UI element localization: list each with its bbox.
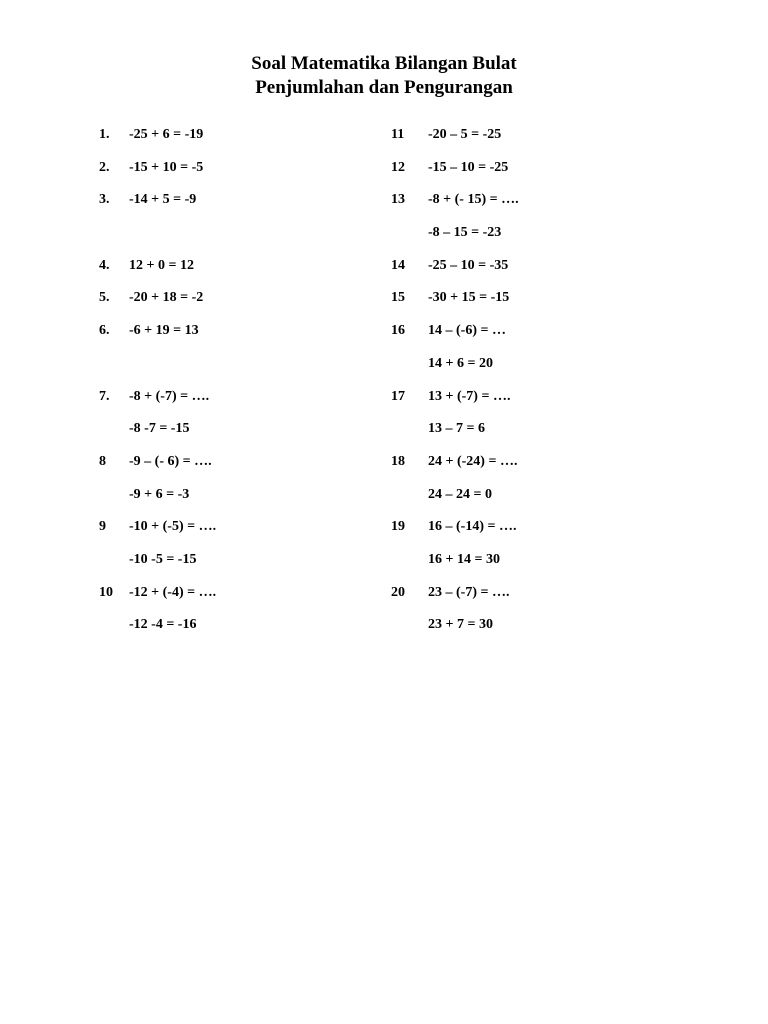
problem-equation: -14 + 5 = -9 [129, 192, 197, 208]
problem-equation: -12 -4 = -16 [129, 617, 197, 633]
problem-number: 17 [391, 388, 405, 404]
problem-equation: -15 + 10 = -5 [129, 159, 204, 175]
problem-number: 8 [99, 453, 106, 469]
problem-equation: 14 + 6 = 20 [428, 355, 493, 371]
problem-equation: -6 + 19 = 13 [129, 323, 199, 339]
problem-number: 1. [99, 127, 110, 142]
problem-number: 16 [391, 323, 405, 339]
problem-number: 15 [391, 290, 405, 306]
problem-number: 12 [391, 159, 405, 175]
problem-equation: -25 – 10 = -35 [428, 257, 509, 273]
problem-number: 14 [391, 257, 405, 273]
problem-equation: 24 + (-24) = …. [428, 453, 518, 469]
problem-equation: 23 – (-7) = …. [428, 584, 510, 600]
problem-equation: 16 + 14 = 30 [428, 551, 500, 567]
problem-equation: 23 + 7 = 30 [428, 617, 493, 633]
problem-number: 2. [99, 159, 110, 175]
problem-equation: -9 – (- 6) = …. [129, 453, 212, 469]
problem-number: 9 [99, 519, 106, 535]
problem-number: 19 [391, 519, 405, 535]
problem-number: 18 [391, 453, 405, 469]
problem-equation: -10 -5 = -15 [129, 551, 197, 567]
problem-equation: -25 + 6 = -19 [129, 127, 204, 142]
problem-equation: -8 + (- 15) = …. [428, 192, 519, 208]
problem-number: 7. [99, 388, 110, 404]
problem-equation: -20 – 5 = -25 [428, 127, 502, 142]
problem-equation: -9 + 6 = -3 [129, 486, 190, 502]
problem-number: 10 [99, 584, 113, 600]
title-line-1: Soal Matematika Bilangan Bulat [251, 53, 517, 74]
problem-equation: 12 + 0 = 12 [129, 257, 194, 273]
problem-equation: 24 – 24 = 0 [428, 486, 492, 502]
title-line-2: Penjumlahan dan Pengurangan [255, 77, 513, 98]
problem-equation: -8 -7 = -15 [129, 421, 190, 437]
problem-number: 11 [391, 127, 405, 142]
problem-number: 6. [99, 323, 110, 339]
problem-equation: -12 + (-4) = …. [129, 584, 217, 600]
problem-number: 4. [99, 257, 110, 273]
problem-number: 20 [391, 584, 405, 600]
problem-number: 5. [99, 290, 110, 306]
problem-equation: 16 – (-14) = …. [428, 519, 517, 535]
document-title [0, 52, 768, 100]
problem-equation: -8 + (-7) = …. [129, 388, 210, 404]
problem-equation: -20 + 18 = -2 [129, 290, 204, 306]
problem-equation: -30 + 15 = -15 [428, 290, 510, 306]
problem-equation: 13 – 7 = 6 [428, 421, 485, 437]
problem-equation: -15 – 10 = -25 [428, 159, 509, 175]
problem-equation: -10 + (-5) = …. [129, 519, 217, 535]
problem-equation: -8 – 15 = -23 [428, 225, 502, 241]
problem-equation: 14 – (-6) = … [428, 323, 506, 339]
problem-equation: 13 + (-7) = …. [428, 388, 511, 404]
problem-number: 3. [99, 192, 110, 208]
problem-number: 13 [391, 192, 405, 208]
